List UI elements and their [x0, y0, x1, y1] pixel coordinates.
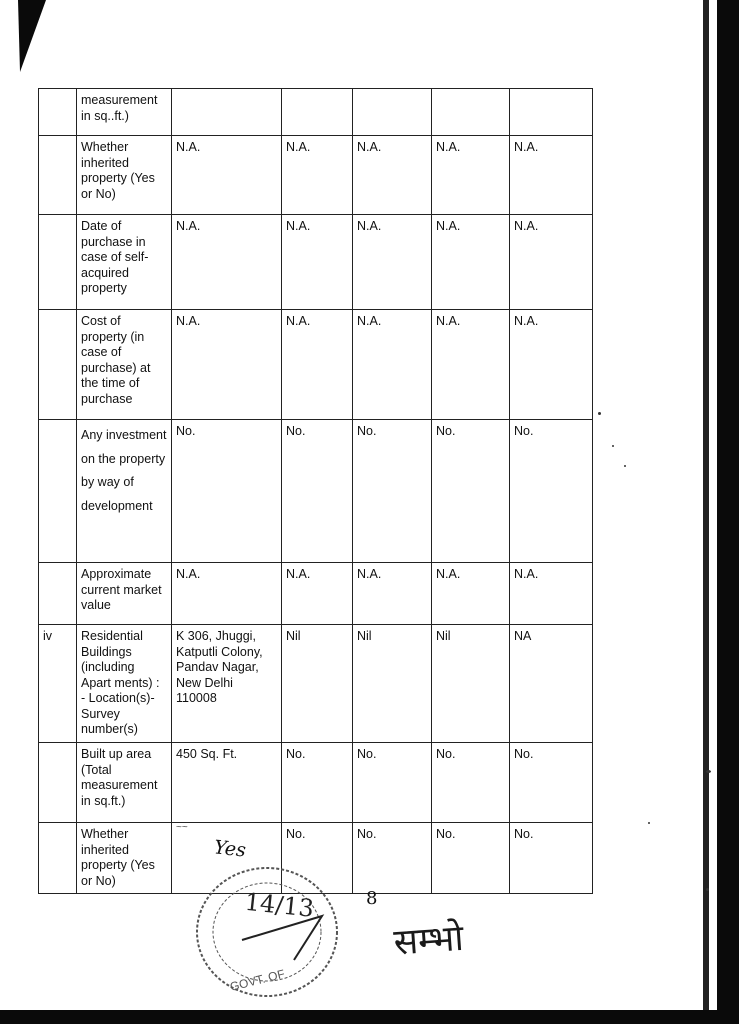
value-cell: K 306, Jhuggi, Katputli Colony, Pandav Nagar, New Delhi 110008 [172, 625, 282, 743]
signature-text: सम्भो [392, 917, 465, 964]
value-cell: N.A. [353, 563, 432, 625]
table-row [39, 136, 593, 215]
table-row [39, 743, 593, 823]
value-cell: No. [282, 823, 353, 894]
value-cell [172, 89, 282, 136]
scan-speck [612, 445, 614, 447]
value-cell: No. [282, 420, 353, 563]
table-row [39, 215, 593, 310]
table-row [39, 625, 593, 743]
value-cell: No. [432, 743, 510, 823]
stamp-text: GOVT. OF [228, 966, 287, 994]
value-cell [282, 89, 353, 136]
scan-corner-mark [18, 0, 48, 80]
item-label: Whether inherited property (Yes or No) [77, 823, 172, 894]
serial-cell [39, 136, 77, 215]
scan-edge-line [703, 0, 709, 1010]
value-cell: No. [353, 743, 432, 823]
serial-cell [39, 310, 77, 420]
handwritten-yes: Yes [212, 836, 247, 862]
scan-bottom-border [0, 1010, 739, 1024]
value-cell: N.A. [172, 215, 282, 310]
value-cell: N.A. [510, 136, 593, 215]
value-cell: No. [510, 420, 593, 563]
official-stamp [194, 864, 340, 1000]
value-cell: No. [172, 420, 282, 563]
serial-cell [39, 215, 77, 310]
scan-speck [624, 465, 626, 467]
value-cell: No. [510, 743, 593, 823]
value-cell: N.A. [172, 136, 282, 215]
value-cell: N.A. [353, 136, 432, 215]
value-cell: N.A. [510, 563, 593, 625]
value-cell: No. [282, 743, 353, 823]
value-cell [432, 89, 510, 136]
value-cell: No. [432, 823, 510, 894]
item-label: Residential Buildings (including Apart ments) : - Location(s)- Survey number(s) [77, 625, 172, 743]
serial-cell [39, 743, 77, 823]
value-cell: N.A. [510, 215, 593, 310]
value-cell: N.A. [432, 215, 510, 310]
value-cell: No. [353, 823, 432, 894]
value-cell: N.A. [282, 136, 353, 215]
value-cell: No. [353, 420, 432, 563]
item-label: measurement in sq..ft.) [77, 89, 172, 136]
table-row [39, 310, 593, 420]
table-row [39, 563, 593, 625]
value-cell: N.A. [282, 215, 353, 310]
value-cell: No. [510, 823, 593, 894]
page-number: 8 [366, 888, 378, 909]
value-cell [353, 89, 432, 136]
value-cell: N.A. [172, 563, 282, 625]
serial-cell: iv [39, 625, 77, 743]
value-cell: N.A. [510, 310, 593, 420]
value-cell: Nil [432, 625, 510, 743]
value-cell: N.A. [282, 310, 353, 420]
item-label: Built up area (Total measurement in sq.ft.) [77, 743, 172, 823]
value-cell: N.A. [282, 563, 353, 625]
value-cell: Nil [282, 625, 353, 743]
item-label: Cost of property (in case of purchase) at the time of purchase [77, 310, 172, 420]
value-cell [510, 89, 593, 136]
pencil-tick-mark: ~~ [176, 822, 188, 833]
item-label: Any investment on the property by way of development [77, 420, 172, 563]
value-cell: N.A. [432, 563, 510, 625]
value-cell: NA [510, 625, 593, 743]
item-label: Date of purchase in case of self-acquired property [77, 215, 172, 310]
table-row [39, 89, 593, 136]
scan-speck [598, 412, 601, 415]
value-cell: 450 Sq. Ft. [172, 743, 282, 823]
value-cell: N.A. [432, 310, 510, 420]
value-cell: N.A. [172, 310, 282, 420]
signature [392, 904, 482, 966]
property-details-table [38, 88, 593, 894]
serial-cell [39, 89, 77, 136]
value-cell: N.A. [432, 136, 510, 215]
serial-cell [39, 823, 77, 894]
value-cell: No. [432, 420, 510, 563]
scan-speck [648, 822, 650, 824]
value-cell: N.A. [353, 310, 432, 420]
scan-speck [706, 888, 709, 891]
scan-right-border [717, 0, 739, 1024]
value-cell: Nil [353, 625, 432, 743]
item-label: Whether inherited property (Yes or No) [77, 136, 172, 215]
scan-speck [706, 770, 711, 773]
serial-cell [39, 563, 77, 625]
stamp-date: 14/13 [243, 887, 316, 923]
serial-cell [39, 420, 77, 563]
item-label: Approximate current market value [77, 563, 172, 625]
table-row [39, 420, 593, 563]
value-cell: N.A. [353, 215, 432, 310]
